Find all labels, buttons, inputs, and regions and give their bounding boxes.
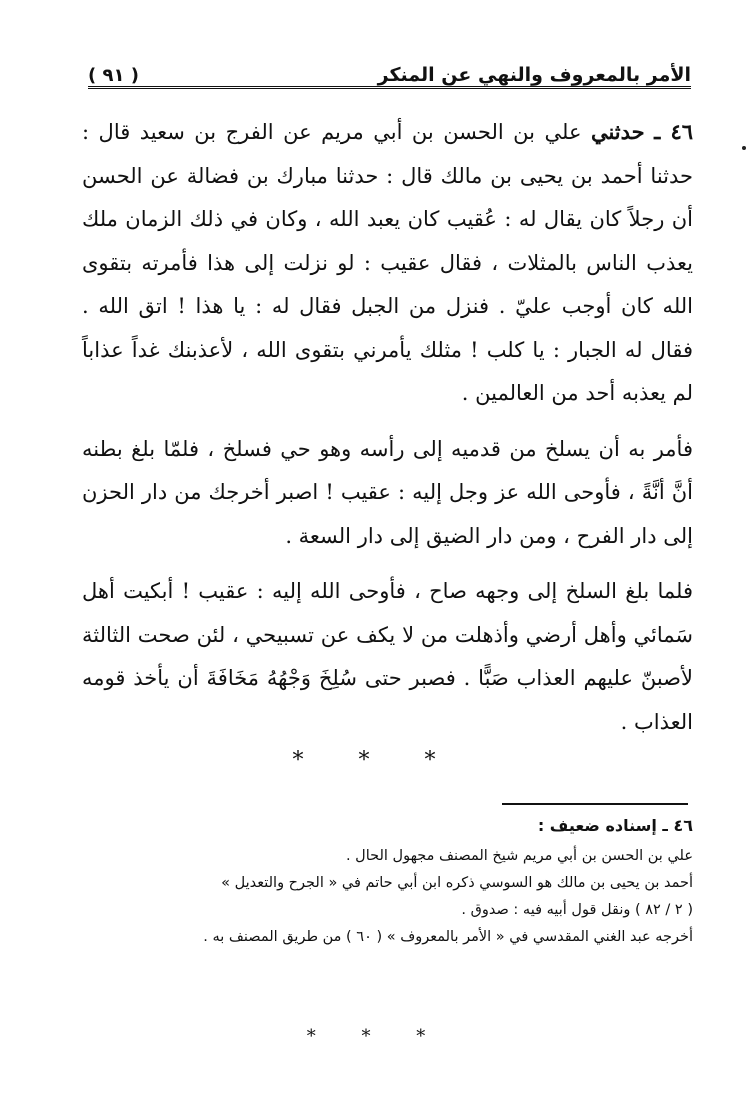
header-title: الأمر بالمعروف والنهي عن المنكر	[377, 64, 691, 86]
end-separator: * * *	[306, 1026, 446, 1047]
paragraph-1-text: علي بن الحسن بن أبي مريم عن الفرج بن سعيد قال : حدثنا أحمد بن يحيى بن مالك قال : حدثنا مبارك بن فضالة عن الحسن أن رجلاً كان يقال له : عُقيب كان يعبد الله ، وكان في ذلك الزمان ملك يعذب الناس بالمثلات ، فقال عقيب : لو نزلت إلى هذا فأمرته بتقوى الله كان أوجب عليّ . فنزل من الجبل فقال له : يا هذا ! اتق الله . فقال له الجبار : يا كلب ! مثلك يأمرني بتقوى الله ، لأعذبنك غداً عذاباً لم يعذبه أحد من العالمين .	[82, 120, 693, 405]
footnote-line: ( ٢ / ٨٢ ) ونقل قول أبيه فيه : صدوق .	[461, 902, 693, 918]
haddathana-word: حدثني	[590, 119, 645, 144]
paragraph-1	[82, 110, 693, 416]
paragraph-3: فلما بلغ السلخ إلى وجهه صاح ، فأوحى الله إليه : عقيب ! أبكيت أهل سَمائي وأهل أرضي وأذهلت من لا يكف عن تسبيحي ، لئن صحت الثالثة لأصبنّ عليهم العذاب صَبًّا . فصبر حتى سُلِخَ وَجْهُهُ مَخَافَةَ أن يأخذ قومه العذاب .	[82, 579, 693, 734]
hadith-number: ٤٦ ـ	[654, 119, 693, 144]
footnote-line: أحمد بن يحيى بن مالك هو السوسي ذكره ابن أبي حاتم في « الجرح والتعديل »	[221, 875, 693, 891]
footnote-line: علي بن الحسن بن أبي مريم شيخ المصنف مجهول الحال .	[345, 848, 693, 864]
running-header	[88, 52, 691, 86]
main-text	[82, 110, 693, 744]
footnote-line: أخرجه عبد الغني المقدسي في « الأمر بالمعروف » ( ٦٠ ) من طريق المصنف به .	[203, 929, 693, 945]
page-number: ( ٩١ )	[88, 65, 139, 86]
header-rule	[88, 86, 691, 89]
footnote-rule	[502, 803, 688, 805]
paragraph-2: فأمر به أن يسلخ من قدميه إلى رأسه وهو حي فسلخ ، فلمّا بلغ بطنه أنَّ أنَّةً ، فأوحى الله عز وجل إليه : عقيب ! اصبر أخرجك من دار الحزن إلى دار الفرح ، ومن دار الضيق إلى دار السعة .	[82, 436, 693, 548]
footnotes	[90, 812, 693, 951]
section-separator: * * *	[292, 748, 460, 773]
edge-mark	[742, 146, 746, 150]
footnote-heading: ٤٦ ـ إسناده ضعيف :	[537, 816, 693, 835]
